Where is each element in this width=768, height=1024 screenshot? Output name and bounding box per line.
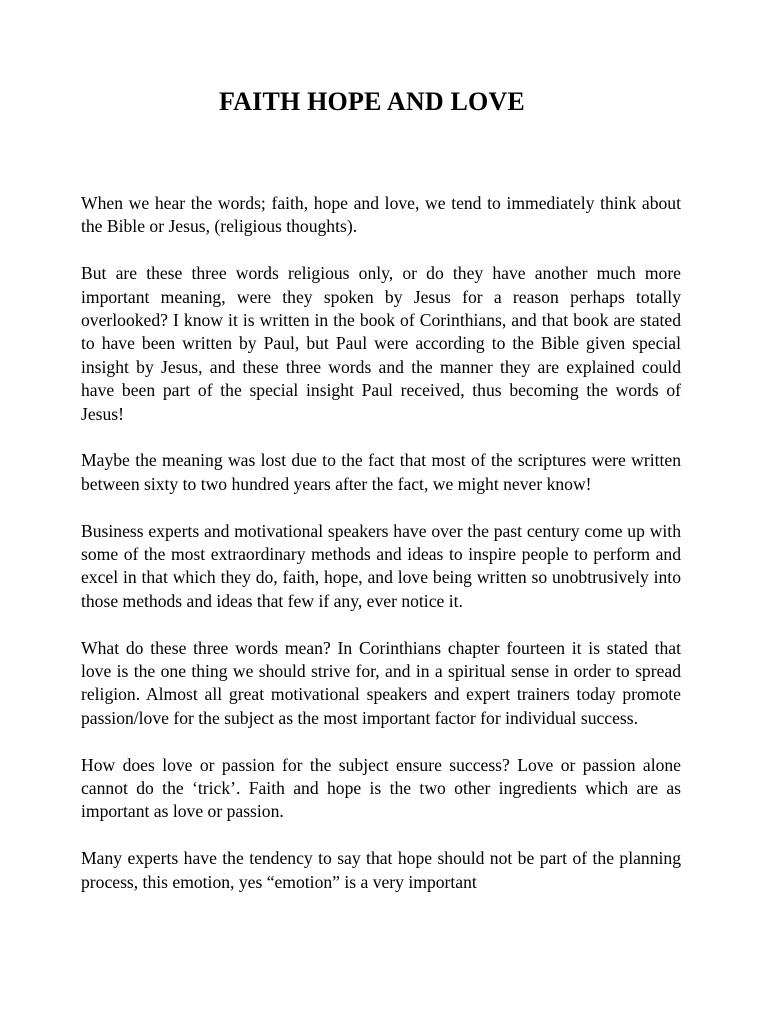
paragraph: How does love or passion for the subject ensure success? Love or passion alone cannot do the ‘trick’. Faith and hope is the two other ingredients which are as important as love or passion. (81, 754, 681, 822)
page-title: FAITH HOPE AND LOVE (219, 87, 525, 116)
paragraph: When we hear the words; faith, hope and love, we tend to immediately think about the Bible or Jesus, (religious thoughts). (81, 193, 681, 237)
paragraph: What do these three words mean? In Corinthians chapter fourteen it is stated that love is the one thing we should strive for, and in a spiritual sense in order to spread religion. Almost all great motivational speakers and expert trainers today promote passion/love for the subject as the most important factor for individual success. (81, 637, 681, 728)
document-body (81, 192, 681, 917)
paragraph: Business experts and motivational speakers have over the past century come up with some of the most extraordinary methods and ideas to inspire people to perform and excel in that which they do, faith, hope, and love being written so unobtrusively into those methods and ideas that few if any, ever notice it. (81, 520, 681, 611)
paragraph: Maybe the meaning was lost due to the fact that most of the scriptures were written between sixty to two hundred years after the fact, we might never know! (81, 450, 681, 494)
paragraph: Many experts have the tendency to say that hope should not be part of the planning process, this emotion, yes “emotion” is a very important (81, 848, 681, 892)
paragraph: But are these three words religious only, or do they have another much more important meaning, were they spoken by Jesus for a reason perhaps totally overlooked? I know it is written in the book of Corinthians, and that book are stated to have been written by Paul, but Paul were according to the Bible given special insight by Jesus, and these three words and the manner they are explained could have been part of the special insight Paul received, thus becoming the words of Jesus! (81, 263, 681, 424)
